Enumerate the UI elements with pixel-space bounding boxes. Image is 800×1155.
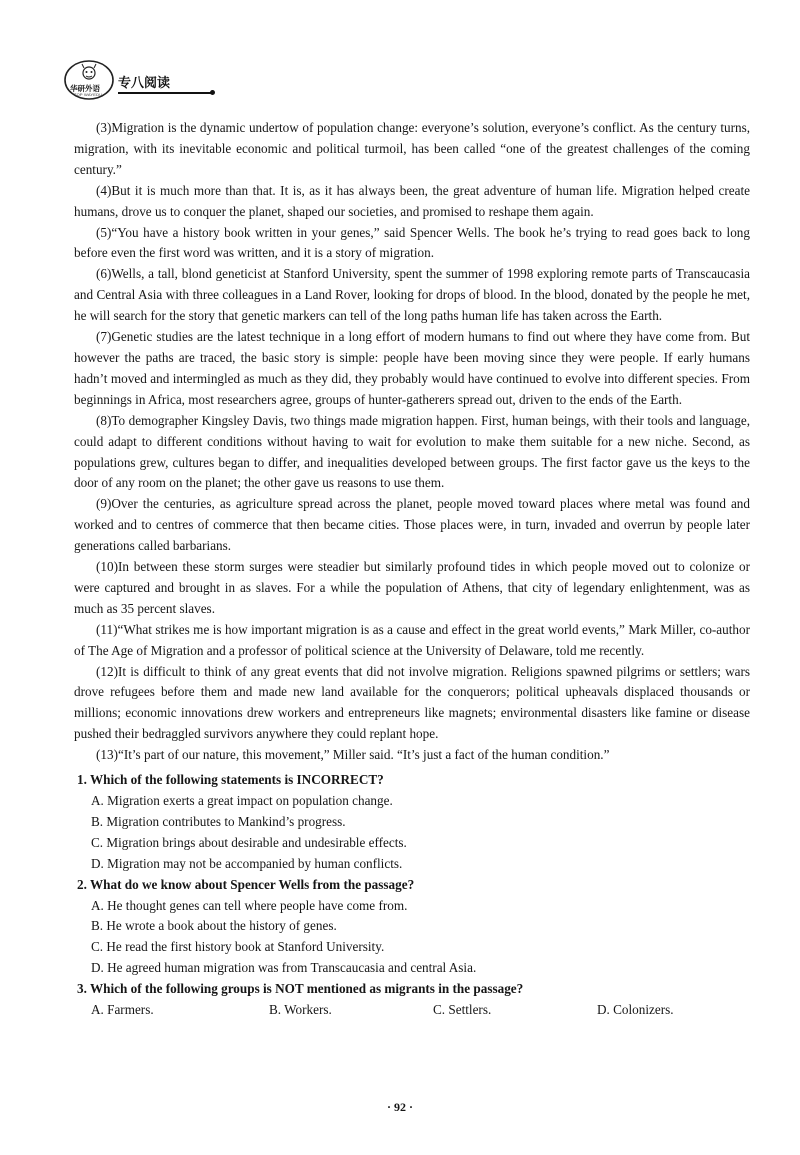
question-3-stem: 3. Which of the following groups is NOT mentioned as migrants in the passage? — [77, 981, 524, 997]
passage-paragraph-11: (11)“What strikes me is how important migration is as a cause and effect in the great world events,” Mark Miller, co-author of The Age of Migration and a professor of political science at the University of Delaware, told me recently. — [74, 621, 750, 658]
passage-paragraph-12: (12)It is difficult to think of any great events that did not involve migration. Religions spawned pilgrims or settlers; wars drove refugees before them and made new land available for the conquerors; political upheavals displaced thousands or millions; economic innovations drew workers and entrepreneurs like magnets; environmental disasters like famine or disease pushed their bedraggled survivors anywhere they could replant hope. — [74, 663, 750, 742]
question-list — [74, 770, 750, 1021]
reading-passage — [74, 118, 750, 1021]
logo-chinese-text: 华研外语 — [70, 84, 100, 93]
question-3-option-c: C. Settlers. — [433, 1002, 492, 1018]
question-3-option-b: B. Workers. — [269, 1002, 332, 1018]
question-3-option-d: D. Colonizers. — [597, 1002, 674, 1018]
question-1-option-d: D. Migration may not be accompanied by human conflicts. — [91, 855, 403, 871]
passage-paragraph-13: (13)“It’s part of our nature, this movement,” Miller said. “It’s just a fact of the human condition.” — [96, 747, 610, 763]
logo-english-text: TOP WAYEDU — [74, 92, 103, 97]
passage-paragraph-7: (7)Genetic studies are the latest technique in a long effort of modern humans to find out where they have come from. But however the paths are traced, the basic story is simple: people have been moving since they were people. If early humans hadn’t moved and intermingled as much as they did, they probably would have continued to evolve into different species. From beginnings in Africa, most researchers agree, groups of hunter-gatherers spread out, driven to the ends of the Earth. — [74, 329, 750, 407]
passage-paragraph-10: (10)In between these storm surges were steadier but similarly profound tides in which people moved out to colonize or were captured and brought in as slaves. For a while the population of Athens, that city of legendary enlightenment, was as much as 35 percent slaves. — [74, 559, 750, 616]
page-header — [62, 58, 212, 104]
question-2-option-b: B. He wrote a book about the history of genes. — [91, 918, 337, 934]
question-1-option-a: A. Migration exerts a great impact on population change. — [91, 793, 393, 808]
passage-paragraph-9: (9)Over the centuries, as agriculture spread across the planet, people moved toward places where metal was found and worked and to centres of commerce that then became cities. Those places were, in turn, invaded and overrun by people later generations called barbarians. — [74, 496, 750, 554]
passage-paragraph-5: (5)“You have a history book written in your genes,” said Spencer Wells. The book he’s trying to read goes back to long before even the first word was written, and it is a story of migration. — [74, 224, 750, 261]
header-divider — [118, 92, 212, 94]
question-2-option-d: D. He agreed human migration was from Transcaucasia and central Asia. — [91, 960, 477, 976]
question-2-stem: 2. What do we know about Spencer Wells from the passage? — [77, 876, 415, 892]
passage-paragraph-4: (4)But it is much more than that. It is, as it has always been, the great adventure of human life. Migration helped create humans, drove us to conquer the planet, shaped our societies, and promised to reshape them again. — [74, 182, 750, 219]
question-1-option-c: C. Migration brings about desirable and undesirable effects. — [91, 834, 407, 850]
passage-paragraph-8: (8)To demographer Kingsley Davis, two things made migration happen. First, human beings, with their tools and language, could adapt to different conditions without having to wait for evolution to make them suitable for a new niche. Second, as populations grew, cultures began to differ, and inequalities developed between groups. The first factor gave us the keys to the door of any room on the planet; the other gave us reasons to use them. — [74, 412, 750, 491]
question-3-option-a: A. Farmers. — [91, 1002, 154, 1018]
question-1-stem: 1. Which of the following statements is INCORRECT? — [77, 772, 384, 788]
question-2-option-c: C. He read the first history book at Stanford University. — [91, 939, 385, 955]
passage-paragraph-3: (3)Migration is the dynamic undertow of population change: everyone’s solution, everyone’s conflict. As the century turns, migration, with its inevitable economic and political turmoil, has been called “one of the greatest challenges of the coming century.” — [74, 120, 750, 177]
section-title: 专八阅读 — [118, 76, 171, 91]
question-3-options — [74, 1000, 750, 1021]
passage-paragraph-6: (6)Wells, a tall, blond geneticist at Stanford University, spent the summer of 1998 exploring remote parts of Transcaucasia and Central Asia with three colleagues in a Land Rover, looking for drops of blood. In the blood, donated by the people he met, he will search for the story that genetic markers can tell of the long paths human life has taken across the Earth. — [74, 266, 750, 324]
page-number: · 92 · — [386, 1100, 413, 1114]
question-2-option-a: A. He thought genes can tell where people have come from. — [91, 897, 408, 913]
header-dot — [210, 90, 215, 95]
question-1-option-b: B. Migration contributes to Mankind’s progress. — [91, 813, 346, 829]
